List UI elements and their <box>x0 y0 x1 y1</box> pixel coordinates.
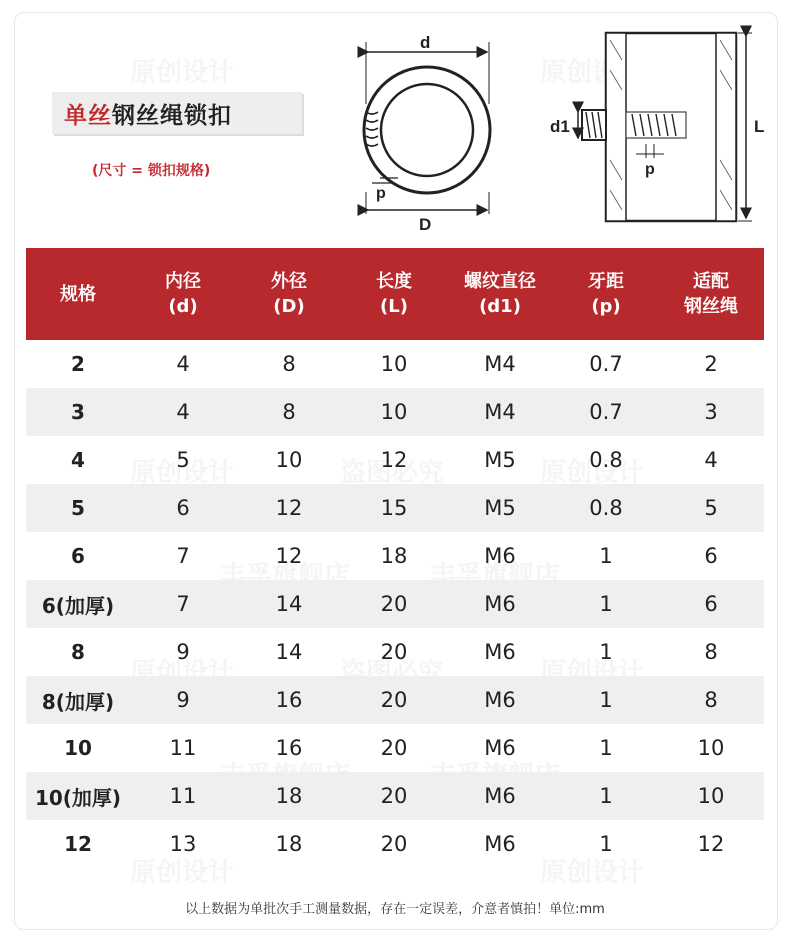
header-outer-diameter: 外径 (D) <box>271 271 307 317</box>
cell-pitch: 0.8 <box>589 496 623 520</box>
cell-length: 20 <box>380 736 408 760</box>
cell-spec: 6 <box>71 544 85 568</box>
title-highlight: 单丝 <box>64 102 112 129</box>
cell-rope: 10 <box>697 784 725 808</box>
table-row <box>26 436 764 484</box>
cell-pitch: 0.8 <box>589 448 623 472</box>
cell-inner: 4 <box>176 400 190 424</box>
dimension-diagram <box>0 0 790 248</box>
side-view <box>578 33 752 221</box>
table-row <box>26 580 764 628</box>
cell-spec: 6(加厚) <box>41 593 115 618</box>
cell-rope: 2 <box>704 352 718 376</box>
front-p-label: p <box>376 185 386 202</box>
cell-outer: 14 <box>275 640 303 664</box>
table-row <box>26 820 764 868</box>
cell-length: 20 <box>380 784 408 808</box>
cell-rope: 8 <box>704 640 718 664</box>
cell-length: 18 <box>380 544 408 568</box>
cell-length: 20 <box>380 688 408 712</box>
table-row <box>26 484 764 532</box>
table-row <box>26 340 764 388</box>
cell-thread: M5 <box>484 448 516 472</box>
cell-thread: M6 <box>484 544 516 568</box>
cell-thread: M6 <box>484 688 516 712</box>
table-body <box>26 340 764 868</box>
cell-pitch: 0.7 <box>589 400 623 424</box>
cell-length: 20 <box>380 592 408 616</box>
front-D-label: D <box>419 215 432 234</box>
table-row <box>26 772 764 820</box>
header-wire-rope: 适配 钢丝绳 <box>684 271 738 317</box>
cell-rope: 4 <box>704 448 718 472</box>
header-pitch: 牙距 (p) <box>588 271 624 317</box>
cell-thread: M4 <box>484 352 516 376</box>
cell-outer: 10 <box>275 448 303 472</box>
cell-thread: M6 <box>484 784 516 808</box>
cell-outer: 14 <box>275 592 303 616</box>
header-thread-diameter: 螺纹直径 (d1) <box>464 271 536 317</box>
cell-pitch: 1 <box>599 640 613 664</box>
cell-rope: 6 <box>704 544 718 568</box>
cell-thread: M5 <box>484 496 516 520</box>
cell-inner: 7 <box>176 592 190 616</box>
cell-rope: 5 <box>704 496 718 520</box>
cell-inner: 9 <box>176 640 190 664</box>
cell-inner: 9 <box>176 688 190 712</box>
side-L-label: L <box>754 117 765 136</box>
header-spec: 规格 <box>60 283 96 305</box>
table-row <box>26 676 764 724</box>
cell-spec: 10(加厚) <box>34 785 122 810</box>
cell-length: 20 <box>380 640 408 664</box>
cell-thread: M6 <box>484 592 516 616</box>
cell-spec: 8 <box>71 640 85 664</box>
size-note: (尺寸 = 锁扣规格) <box>92 163 211 179</box>
cell-inner: 13 <box>169 832 197 856</box>
cell-length: 15 <box>380 496 408 520</box>
cell-outer: 8 <box>282 400 296 424</box>
cell-spec: 3 <box>71 400 85 424</box>
cell-outer: 8 <box>282 352 296 376</box>
table-row <box>26 724 764 772</box>
cell-thread: M6 <box>484 832 516 856</box>
table-row <box>26 388 764 436</box>
cell-inner: 7 <box>176 544 190 568</box>
cell-rope: 6 <box>704 592 718 616</box>
cell-length: 10 <box>380 352 408 376</box>
cell-inner: 4 <box>176 352 190 376</box>
cell-length: 10 <box>380 400 408 424</box>
cell-length: 20 <box>380 832 408 856</box>
cell-outer: 18 <box>275 784 303 808</box>
cell-inner: 5 <box>176 448 190 472</box>
cell-pitch: 1 <box>599 544 613 568</box>
cell-rope: 3 <box>704 400 718 424</box>
cell-spec: 4 <box>71 448 85 472</box>
cell-outer: 12 <box>275 544 303 568</box>
footer-disclaimer: 以上数据为单批次手工测量数据，存在一定误差，介意者慎拍！单位:mm <box>185 902 605 917</box>
side-d1-label: d1 <box>550 117 570 136</box>
cell-outer: 18 <box>275 832 303 856</box>
cell-inner: 11 <box>169 736 197 760</box>
cell-inner: 6 <box>176 496 190 520</box>
cell-thread: M6 <box>484 736 516 760</box>
cell-spec: 8(加厚) <box>41 689 115 714</box>
table-row <box>26 628 764 676</box>
cell-pitch: 0.7 <box>589 352 623 376</box>
side-p-label: p <box>645 161 655 178</box>
cell-thread: M4 <box>484 400 516 424</box>
cell-pitch: 1 <box>599 688 613 712</box>
cell-spec: 2 <box>71 352 85 376</box>
table-header <box>26 248 764 340</box>
cell-spec: 12 <box>64 832 92 856</box>
cell-pitch: 1 <box>599 784 613 808</box>
header-length: 长度 (L) <box>376 271 412 317</box>
cell-pitch: 1 <box>599 592 613 616</box>
cell-spec: 5 <box>71 496 85 520</box>
cell-pitch: 1 <box>599 736 613 760</box>
cell-inner: 11 <box>169 784 197 808</box>
cell-rope: 12 <box>697 832 725 856</box>
cell-length: 12 <box>380 448 408 472</box>
cell-rope: 10 <box>697 736 725 760</box>
cell-outer: 16 <box>275 736 303 760</box>
front-d-label: d <box>420 33 431 52</box>
cell-outer: 16 <box>275 688 303 712</box>
header-inner-diameter: 内径 (d) <box>165 271 201 317</box>
cell-pitch: 1 <box>599 832 613 856</box>
title-rest: 钢丝绳锁扣 <box>112 102 232 129</box>
cell-rope: 8 <box>704 688 718 712</box>
table-row <box>26 532 764 580</box>
cell-spec: 10 <box>64 736 92 760</box>
cell-thread: M6 <box>484 640 516 664</box>
cell-outer: 12 <box>275 496 303 520</box>
